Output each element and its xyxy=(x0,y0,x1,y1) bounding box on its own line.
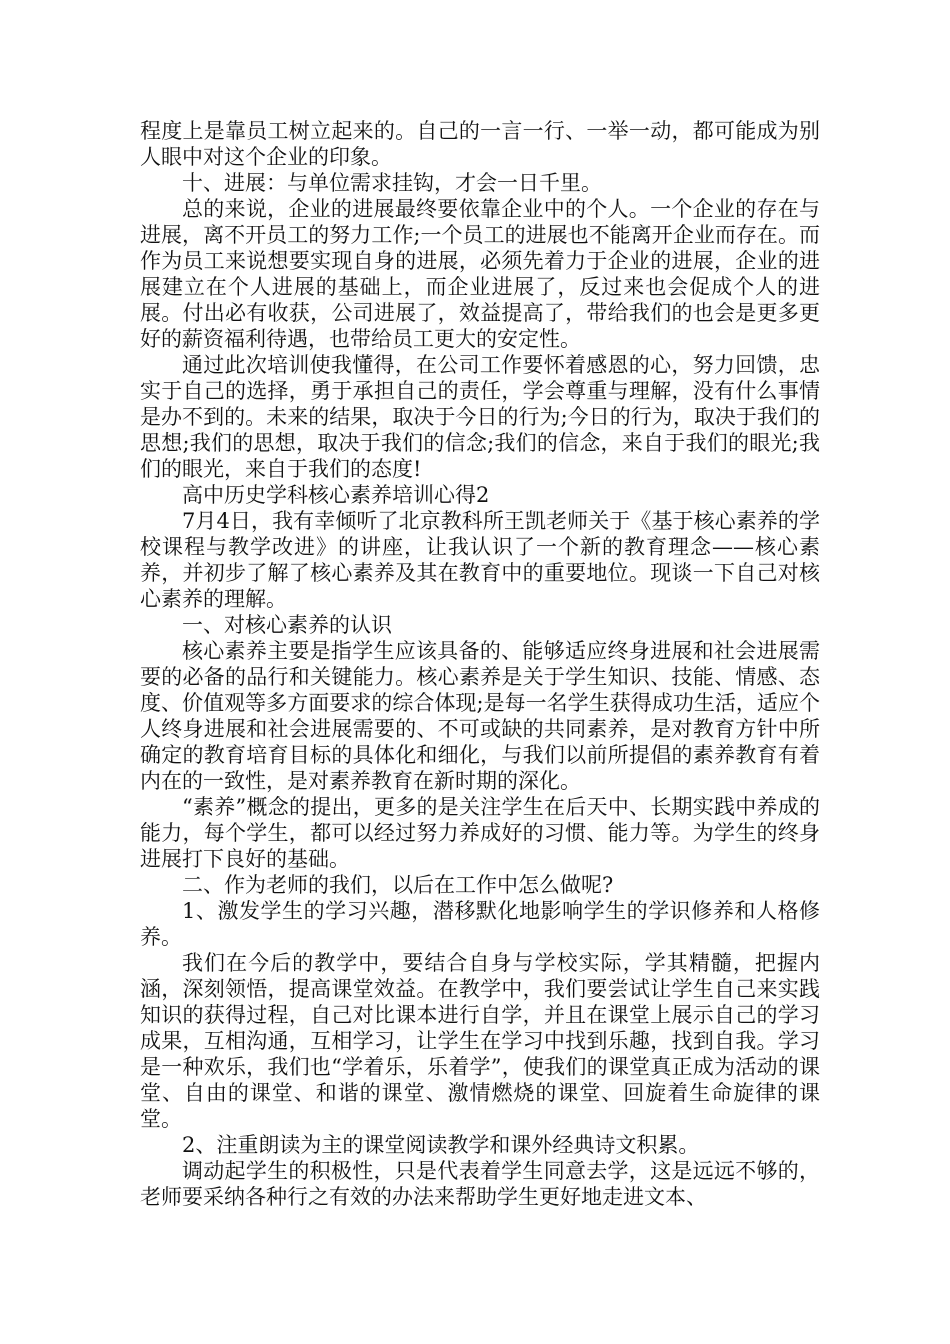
heading-what-teachers-do: 二、作为老师的我们，以后在工作中怎么做呢? xyxy=(182,873,614,897)
document-page xyxy=(140,118,820,1210)
paragraph-summary: 总的来说，企业的进展最终要依靠企业中的个人。一个企业的存在与进展，离不开员工的努力工作;一个员工的进展也不能离开企业而存在。而作为员工来说想要实现自身的进展，必须先着力于企业的进展，企业的进展建立在个人进展的基础上，而企业进展了，反过来也会促成个人的进展。付出必有收获，公司进展了，效益提高了，带给我们的也会是更多更好的薪资福利待遇，也带给员工更大的安定性。 xyxy=(140,197,820,351)
paragraph-teaching-practice: 我们在今后的教学中，要结合自身与学校实际，学其精髓，把握内涵，深刻领悟，提高课堂效益。在教学中，我们要尝试让学生自己来实践知识的获得过程，自己对比课本进行自学，并且在课堂上展示自己的学习成果，互相沟通，互相学习，让学生在学习中找到乐趣，找到自我。学习是一种欢乐，我们也“学着乐，乐着学”，使我们的课堂真正成为活动的课堂、自由的课堂、和谐的课堂、激情燃烧的课堂、回旋着生命旋律的课堂。 xyxy=(140,951,820,1131)
paragraph-literacy-concept: “素养”概念的提出，更多的是关注学生在后天中、长期实践中养成的能力，每个学生，都可以经过努力养成好的习惯、能力等。为学生的终身进展打下良好的基础。 xyxy=(140,795,820,871)
paragraph-core-literacy-definition: 核心素养主要是指学生应该具备的、能够适应终身进展和社会进展需要的必备的品行和关键能力。核心素养是关于学生知识、技能、情感、态度、价值观等多方面要求的综合体现;是每一名学生获得成功生活，适应个人终身进展和社会进展需要的、不可或缺的共同素养，是对教育方针中所确定的教育培育目标的具体化和细化，与我们以前所提倡的素养教育有着内在的一致性，是对素养教育在新时期的深化。 xyxy=(140,639,820,793)
section-title: 高中历史学科核心素养培训心得2 xyxy=(182,483,490,507)
paragraph-training-lesson: 通过此次培训使我懂得，在公司工作要怀着感恩的心，努力回馈，忠实于自己的选择，勇于承担自己的责任，学会尊重与理解，没有什么事情是办不到的。未来的结果，取决于今日的行为;今日的行为，取决于我们的思想;我们的思想，取决于我们的信念;我们的信念，来自于我们的眼光;我们的眼光，来自于我们的态度! xyxy=(140,353,820,481)
paragraph-1: 程度上是靠员工树立起来的。自己的一言一行、一举一动，都可能成为别人眼中对这个企业的印象。 xyxy=(140,119,820,169)
paragraph-motivation: 调动起学生的积极性，只是代表着学生同意去学，这是远远不够的，老师要采纳各种行之有效的办法来帮助学生更好地走进文本、 xyxy=(140,1159,820,1209)
heading-stimulate-interest: 1、激发学生的学习兴趣，潜移默化地影响学生的学识修养和人格修养。 xyxy=(140,899,820,949)
heading-core-literacy-understanding: 一、对核心素养的认识 xyxy=(182,613,392,637)
heading-reading-teaching: 2、注重朗读为主的课堂阅读教学和课外经典诗文积累。 xyxy=(182,1133,700,1157)
paragraph-lecture-intro: 7月4日，我有幸倾听了北京教科所王凯老师关于《基于核心素养的学校课程与教学改进》的讲座，让我认识了一个新的教育理念——核心素养，并初步了解了核心素养及其在教育中的重要地位。现谈一下自己对核心素养的理解。 xyxy=(140,509,820,611)
heading-ten-progress: 十、进展：与单位需求挂钩，才会一日千里。 xyxy=(182,171,602,195)
